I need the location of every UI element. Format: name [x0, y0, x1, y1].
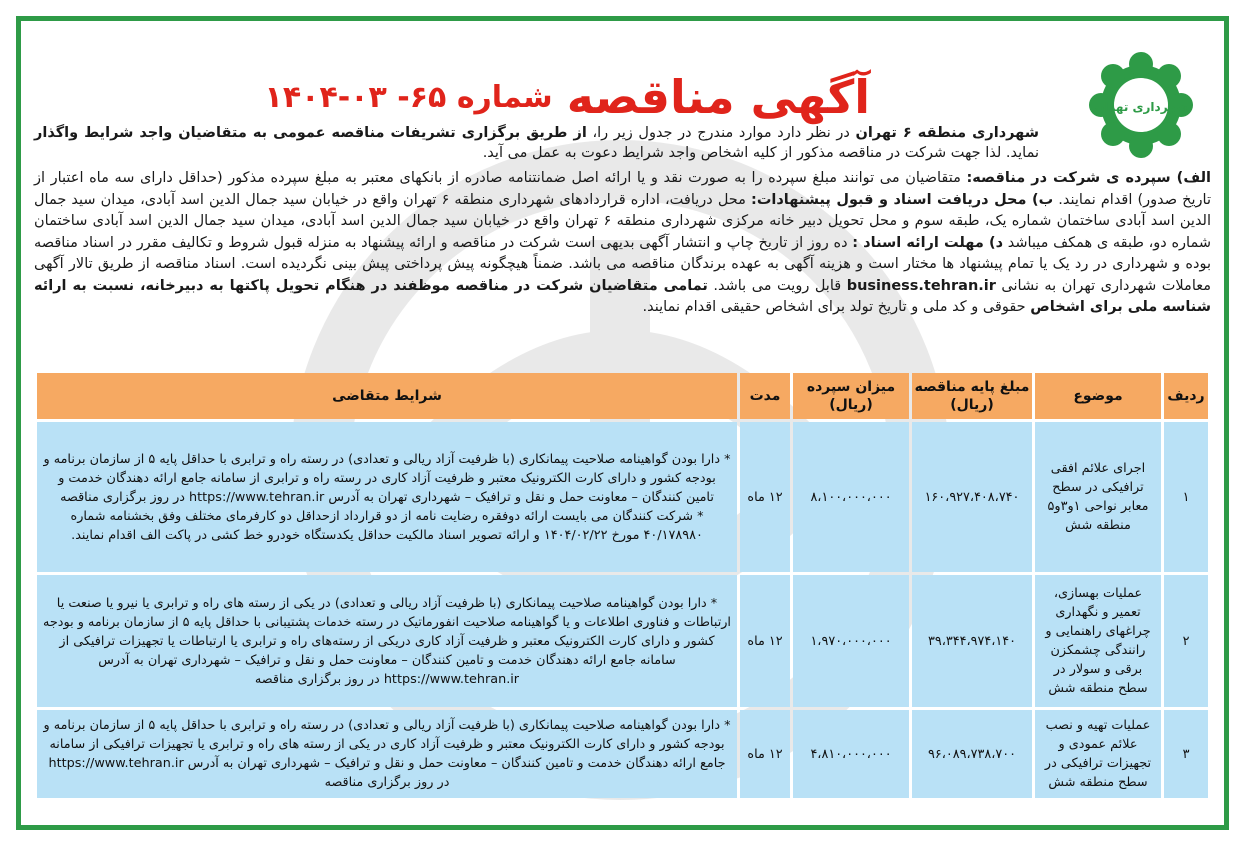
cell-conditions: * دارا بودن گواهینامه صلاحیت پیمانکاری (با ظرفیت آزاد ریالی و تعدادی) در رسته راه و ترابری با حداقل پایه ۵ از سازمان برنامه و بودجه کشور و دارای کارت الکترونیک معتبر و ظرفیت آزاد کاری در رسته راه و ترابری از سامانه جامع ارائه دهندگان خدمت و تامین کنندگان – معاونت حمل و نقل و ترافیک – شهرداری تهران به آدرس https://www.tehran.ir در روز برگزاری مناقصه * شرکت کنندگان می بایست ارائه دوفقره رضایت نامه از دو قرارداد ازحداقل دو کارفرمای مختلف وفق بخشنامه شماره ۴۰/۱۷۸۹۸۰ مورخ ۱۴۰۴/۰۲/۲۲ و ارائه تصویر اسناد مالکیت حداقل یکدستگاه خودرو خط کشی در پاکت الف اقدام نمایند. — [37, 422, 737, 572]
tender-number: شماره ۶۵- ۰۳-۱۴۰۴ — [264, 80, 553, 115]
cell-base-amount: ۹۶،۰۸۹،۷۳۸،۷۰۰ — [912, 710, 1032, 798]
terms-paragraph: الف) سپرده ی شرکت در مناقصه: متقاضیان می توانند مبلغ سپرده را به صورت نقد و یا ارائه اصل ضمانتنامه صادره از بانکهای معتبر به مبلغ سپرده مذکور (حداقل دارای سه ماه اعتبار از تاریخ صدور) اقدام نمایند. ب) محل دریافت اسناد و قبول پیشنهادات: محل دریافت، اداره قراردادهای شهرداری منطقه ۶ تهران واقع در خیابان سید جمال الدین اسد آبادی، میدان سید جمال الدین اسد آبادی ساختمان شماره یک، طبقه سوم و محل تحویل دبیر خانه مرکزی شهرداری منطقه ۶ تهران واقع در خیابان سید جمال الدین اسد آبادی، میدان سید جمال الدین اسد آبادی ساختمان شماره دو، طبقه ی همکف میباشد د) مهلت ارائه اسناد : ده روز از تاریخ چاپ و انتشار آگهی بدیهی است شرکت در مناقصه و ارائه پیشنهاد به منزله قبول شروط و تکالیف مقرر در اسناد مناقصه بوده و شهرداری در رد یک یا تمام پیشنهاد ها مختار است و هزینه آگهی به عهده برندگان مناقصه می باشد. ضمناً هیچگونه پیش پرداختی پیش بینی نگردیده است. اسناد مناقصه از طریق تالار آگهی معاملات شهرداری تهران به نشانی business.tehran.ir قابل رویت می باشد. تمامی متقاضیان شرکت در مناقصه موظفند در هنگام تحویل پاکتها به دبیرخانه، نسبت به ارائه شناسه ملی برای اشخاص حقوقی و کد ملی و تاریخ تولد برای اشخاص حقیقی اقدام نمایند. — [34, 170, 1212, 315]
table-row — [37, 575, 1208, 707]
cell-row-number: ۳ — [1164, 710, 1208, 798]
notice-title — [250, 40, 870, 124]
tehran-municipality-logo-icon — [1081, 50, 1201, 160]
header-row-number: ردیف — [1164, 373, 1208, 419]
intro-paragraph: شهرداری منطقه ۶ تهران در نظر دارد موارد مندرج در جدول زیر را، از طریق برگزاری تشریفات مناقصه عمومی به متقاضیان واجد شرایط واگذار نماید. لذا جهت شرکت در مناقصه مذکور از کلیه اشخاص واجد شرایط دعوت به عمل می آید. — [34, 125, 1039, 161]
cell-subject: اجرای علائم افقی ترافیکی در سطح معابر نواحی ۱و۳و۵ منطقه شش — [1035, 422, 1161, 572]
svg-text:شهرداری تهران: شهرداری تهران — [1094, 100, 1188, 114]
cell-deposit: ۸،۱۰۰،۰۰۰،۰۰۰ — [793, 422, 909, 572]
cell-conditions: * دارا بودن گواهینامه صلاحیت پیمانکاری (با ظرفیت آزاد ریالی و تعدادی) در رسته راه و ترابری با حداقل پایه ۵ از سازمان برنامه و بودجه کشور و دارای کارت الکترونیک معتبر و ظرفیت آزاد کاری در یکی از رسته های راه و ترابری یا تجهیزات ترافیکی از سامانه جامع ارائه دهندگان خدمت و تامین کنندگان – معاونت حمل و نقل و ترافیک – شهرداری تهران به آدرس https://www.tehran.ir در روز برگزاری مناقصه — [37, 710, 737, 798]
cell-duration: ۱۲ ماه — [740, 422, 790, 572]
header-deposit: میزان سپرده (ریال) — [793, 373, 909, 419]
cell-subject: عملیات بهسازی، تعمیر و نگهداری چراغهای راهنمایی و رانندگی چشمکزن برقی و سولار در سطح منطقه شش — [1035, 575, 1161, 707]
table-header-row — [37, 373, 1208, 419]
title-main: آگهی مناقصه — [566, 70, 870, 124]
cell-deposit: ۱،۹۷۰،۰۰۰،۰۰۰ — [793, 575, 909, 707]
cell-base-amount: ۳۹،۳۴۴،۹۷۴،۱۴۰ — [912, 575, 1032, 707]
portal-link[interactable]: business.tehran.ir — [846, 277, 996, 294]
deposit-label: الف) سپرده ی شرکت در مناقصه: — [966, 170, 1211, 186]
cell-duration: ۱۲ ماه — [740, 575, 790, 707]
cell-subject: عملیات تهیه و نصب علائم عمودی و تجهیزات ترافیکی در سطح منطقه شش — [1035, 710, 1161, 798]
cell-base-amount: ۱۶۰،۹۲۷،۴۰۸،۷۴۰ — [912, 422, 1032, 572]
header-conditions: شرایط متقاضی — [37, 373, 737, 419]
header-duration: مدت — [740, 373, 790, 419]
cell-row-number: ۱ — [1164, 422, 1208, 572]
cell-row-number: ۲ — [1164, 575, 1208, 707]
cell-deposit: ۴،۸۱۰،۰۰۰،۰۰۰ — [793, 710, 909, 798]
cell-conditions: * دارا بودن گواهینامه صلاحیت پیمانکاری (با ظرفیت آزاد ریالی و تعدادی) در یکی از رسته های راه و ترابری یا نیرو یا صنعت یا ارتباطات و فناوری اطلاعات و یا گواهینامه صلاحیت انفورماتیک در رسته خدمات پشتیبانی با حداقل پایه ۵ از سازمان برنامه و بودجه کشور و دارای کارت الکترونیک معتبر و ظرفیت آزاد کاری دریکی از رسته‌های راه و ترابری یا ارتباطات یا تجهیزات ترافیکی از سامانه جامع ارائه دهندگان خدمت و تامین کنندگان – معاونت حمل و نقل و ترافیک – شهرداری تهران به آدرس https://www.tehran.ir در روز برگزاری مناقصه — [37, 575, 737, 707]
table-row — [37, 710, 1208, 798]
header-base-amount: مبلغ پایه مناقصه (ریال) — [912, 373, 1032, 419]
cell-duration: ۱۲ ماه — [740, 710, 790, 798]
documents-label: ب) محل دریافت اسناد و قبول پیشنهادات: — [751, 191, 1054, 208]
deadline-label: د) مهلت ارائه اسناد : — [852, 234, 1004, 251]
table-row — [37, 422, 1208, 572]
tender-table — [34, 370, 1211, 801]
header-subject: موضوع — [1035, 373, 1161, 419]
